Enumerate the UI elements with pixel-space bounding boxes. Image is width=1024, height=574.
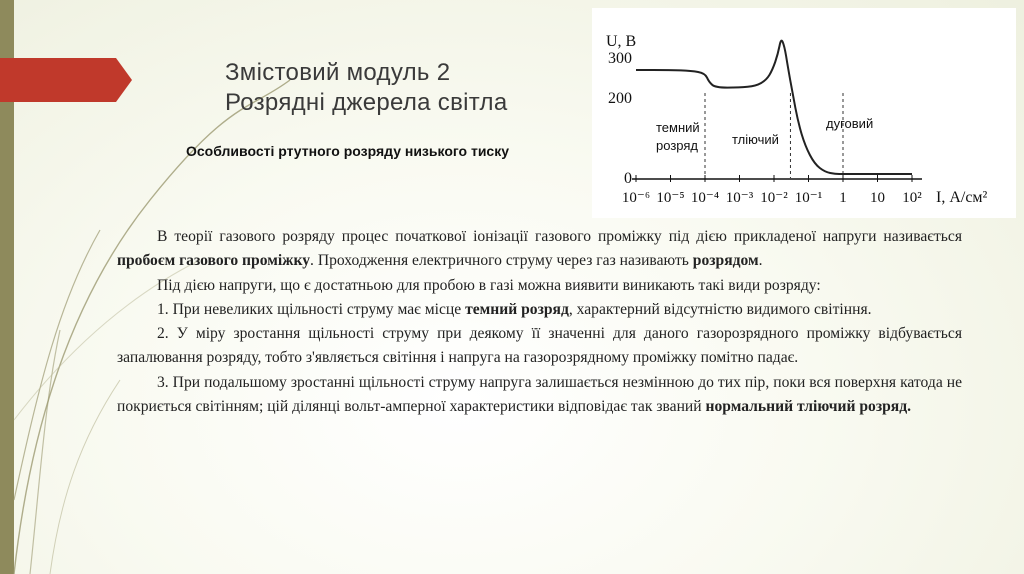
vac-chart xyxy=(592,8,1016,218)
paragraph-4: 2. У міру зростання щільності струму при деякому її значенні для даного газорозрядного проміжку відбувається запалювання розряду, тобто з'являється світіння і напруга на газорозрядному проміжку помітно падає. xyxy=(117,325,962,367)
p3-text-b: , характерний відсутністю видимого світіння. xyxy=(568,300,872,318)
vac-chart-svg xyxy=(592,8,1016,218)
paragraph-2: Під дією напруги, що є достатньою для пробою в газі можна виявити виникають такі види розряду: xyxy=(157,276,821,294)
p1-text-b: . Проходження електричного струму через газ називають xyxy=(310,252,693,270)
region-label-glow: тліючий xyxy=(732,132,779,147)
p1-bold-term-2: розрядом xyxy=(692,252,759,270)
title-line-2: Розрядні джерела світла xyxy=(225,89,508,116)
body-text xyxy=(117,225,962,419)
y-tick-label: 300 xyxy=(608,50,632,67)
x-tick-label: 10⁻⁵ xyxy=(656,190,685,206)
x-tick-label: 10⁻³ xyxy=(725,190,754,206)
region-label-dark-line1: темний xyxy=(656,120,700,135)
section-arrow-marker xyxy=(0,58,132,102)
slide-title xyxy=(225,58,508,118)
x-tick-label: 1 xyxy=(839,190,847,206)
x-tick-label: 10⁻⁴ xyxy=(690,190,720,206)
p5-text-a: 3. При подальшому зростанні щільності струму напруга залишається незмінною до тих пір, поки вся поверхня катода не покриється світінням; цій ділянці вольт-амперної характеристики відповідає так званий xyxy=(117,373,962,416)
p3-text-a: 1. При невеликих щільності струму має місце xyxy=(157,300,466,318)
paragraph-5 xyxy=(117,371,962,420)
x-tick-label: 10² xyxy=(902,190,922,206)
x-axis-label: I, А/см² xyxy=(936,189,988,206)
region-label-arc: дуговий xyxy=(826,116,874,131)
vac-curve-line xyxy=(636,41,912,174)
p1-text-c: . xyxy=(758,252,763,270)
region-label-dark-line2: розряд xyxy=(656,138,698,153)
paragraph-1 xyxy=(117,225,962,274)
slide-subtitle: Особливості ртутного розряду низького тиску xyxy=(186,143,509,159)
x-tick-label: 10⁻² xyxy=(760,190,788,206)
x-tick-label: 10⁻¹ xyxy=(794,190,823,206)
title-line-1: Змістовий модуль 2 xyxy=(225,59,451,86)
y-tick-label: 0 xyxy=(624,170,632,187)
arrow-shape xyxy=(0,58,132,102)
region-label-dark xyxy=(656,120,703,153)
x-tick-label: 10⁻⁶ xyxy=(621,190,651,206)
p1-bold-term-1: пробоєм газового проміжку xyxy=(117,252,311,270)
y-tick-label: 200 xyxy=(608,90,632,107)
x-tick-label: 10 xyxy=(870,190,885,206)
p5-bold-term: нормальний тліючий розряд. xyxy=(705,398,911,416)
y-axis-label: U, В xyxy=(606,33,637,50)
p3-bold-term: темний розряд xyxy=(465,300,569,318)
p1-text-a: В теорії газового розряду процес початкової іонізації газового проміжку під дією прикладеної напруги називається xyxy=(157,228,962,245)
paragraph-3 xyxy=(117,298,962,322)
